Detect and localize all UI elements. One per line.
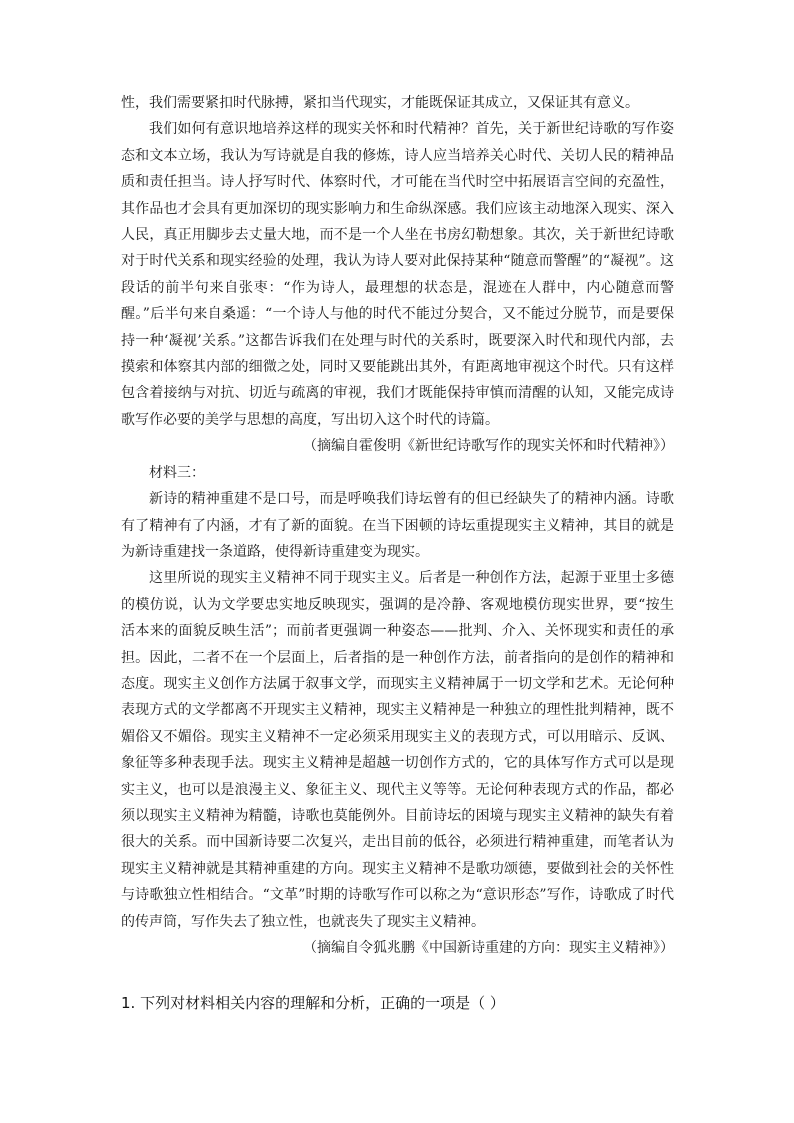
paragraph-continuation: 性，我们需要紧扣时代脉搏，紧扣当代现实，才能既保证其成立，又保证其有意义。 — [121, 95, 639, 111]
question-1: 1. 下列对材料相关内容的理解和分析，正确的一项是（ ） — [121, 994, 505, 1012]
paragraph-spirit-rebuild: 新诗的精神重建不是口号，而是呼唤我们诗坛曾有的但已经缺失了的精神内涵。诗歌有了精神有了内涵，才有了新的面貌。在当下困顿的诗坛重提现实主义精神，其目的就是为新诗重建找一条道路，使得新诗重建变为现实。 — [121, 491, 674, 560]
material-3-heading: 材料三： — [149, 464, 205, 481]
paragraph-realism-spirit: 这里所说的现实主义精神不同于现实主义。后者是一种创作方法，起源于亚里士多德的模仿说，认为文学要忠实地反映现实，强调的是冷静、客观地模仿现实世界，要“按生活本来的面貌反映生活”；而前者更强调一种姿态——批判、介入、关怀现实和责任的承担。因此，二者不在一个层面上，后者指的是一种创作方法，前者指向的是创作的精神和态度。现实主义创作方法属于叙事文学，而现实主义精神属于一切文学和艺术。无论何种表现方式的文学都离不开现实主义精神，现实主义精神是一种独立的理性批判精神，既不媚俗又不媚俗。现实主义精神不一定必须采用现实主义的表现方式，可以用暗示、反讽、象征等多种表现手法。现实主义精神是超越一切创作方式的，它的具体写作方式可以是现实主义，也可以是浪漫主义、象征主义、现代主义等等。无论何种表现方式的作品，都必须以现实主义精神为精髓，诗歌也莫能例外。目前诗坛的困境与现实主义精神的缺失有着很大的关系。而中国新诗要二次复兴，走出目前的低谷，必须进行精神重建，而笔者认为现实主义精神就是其精神重建的方向。现实主义精神不是歌功颂德，要做到社会的关怀性与诗歌独立性相结合。“文革”时期的诗歌写作可以称之为“意识形态”写作，诗歌成了时代的传声筒，写作失去了独立性，也就丧失了现实主义精神。 — [121, 570, 674, 930]
source-citation-1: （摘编自霍俊明《新世纪诗歌写作的现实关怀和时代精神》） — [303, 438, 674, 455]
source-citation-2: （摘编自令狐兆鹏《中国新诗重建的方向：现实主义精神》） — [303, 940, 674, 956]
paragraph-realism-care: 我们如何有意识地培养这样的现实关怀和时代精神？首先，关于新世纪诗歌的写作姿态和文本立场，我认为写诗就是自我的修炼，诗人应当培养关心时代、关切人民的精神品质和责任担当。诗人抒写时代、体察时代，才可能在当代时空中拓展语言空间的充盈性，其作品也才会具有更加深切的现实影响力和生命纵深感。我们应该主动地深入现实、深入人民，真正用脚步去丈量大地，而不是一个人坐在书房幻勒想象。其次，关于新世纪诗歌对于时代关系和现实经验的处理，我认为诗人要对此保持某种“随意而警醒”的“凝视”。这段话的前半句来自张枣：“作为诗人，最理想的状态是，混迹在人群中，内心随意而警醒。”后半句来自桑遥：“一个诗人与他的时代不能过分契合，又不能过分脱节，而是要保持一种‘凝视’关系。”这都告诉我们在处理与时代的关系时，既要深入时代和现代内部，去摸索和体察其内部的细微之处，同时又要能跳出其外，有距离地审视这个时代。只有这样包含着接纳与对抗、切近与疏离的审视，我们才既能保持审慎而清醒的认知，又能完成诗歌写作必要的美学与思想的高度，写出切入这个时代的诗篇。 — [121, 121, 674, 428]
article-body — [121, 90, 674, 961]
